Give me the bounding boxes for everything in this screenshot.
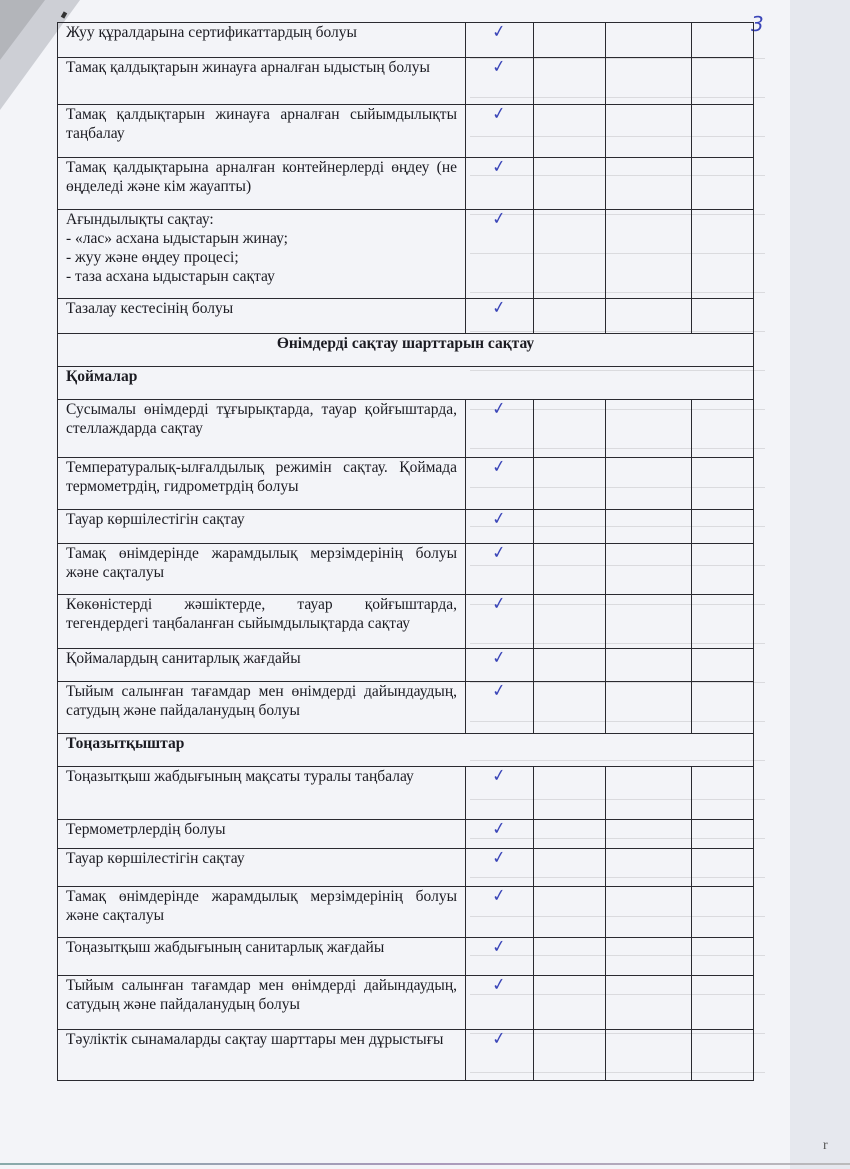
criterion-text: Сусымалы өнімдерді тұғырықтарда, тауар қойғыштарда, стеллаждарда сақтау bbox=[58, 400, 466, 458]
handwritten-check-icon: ✓ bbox=[490, 974, 508, 996]
mark-cell-1[interactable] bbox=[466, 1030, 534, 1081]
mark-cell-4[interactable] bbox=[692, 976, 754, 1030]
mark-cell-4[interactable] bbox=[692, 849, 754, 887]
handwritten-check-icon: ✓ bbox=[490, 680, 508, 702]
checklist-row bbox=[58, 1030, 754, 1081]
handwritten-check-icon: ✓ bbox=[490, 297, 508, 319]
handwritten-check-icon: ✓ bbox=[490, 1028, 508, 1050]
mark-cell-3[interactable] bbox=[606, 23, 692, 58]
mark-cell-2[interactable] bbox=[534, 938, 606, 976]
checklist-row bbox=[58, 849, 754, 887]
mark-cell-4[interactable] bbox=[692, 105, 754, 158]
mark-cell-2[interactable] bbox=[534, 595, 606, 649]
mark-cell-3[interactable] bbox=[606, 595, 692, 649]
mark-cell-4[interactable] bbox=[692, 210, 754, 299]
subsection-title: Қоймалар bbox=[58, 367, 754, 400]
checklist-row bbox=[58, 682, 754, 734]
mark-cell-2[interactable] bbox=[534, 105, 606, 158]
mark-cell-2[interactable] bbox=[534, 23, 606, 58]
mark-cell-3[interactable] bbox=[606, 1030, 692, 1081]
mark-cell-4[interactable] bbox=[692, 649, 754, 682]
mark-cell-1[interactable] bbox=[466, 58, 534, 105]
checklist-row bbox=[58, 595, 754, 649]
criterion-text: Тамақ қалдықтарын жинауға арналған сыйымдылықты таңбалау bbox=[58, 105, 466, 158]
mark-cell-4[interactable] bbox=[692, 938, 754, 976]
page-number: 3 bbox=[751, 12, 764, 36]
mark-cell-3[interactable] bbox=[606, 682, 692, 734]
mark-cell-3[interactable] bbox=[606, 400, 692, 458]
mark-cell-1[interactable] bbox=[466, 849, 534, 887]
mark-cell-2[interactable] bbox=[534, 976, 606, 1030]
checklist-row bbox=[58, 976, 754, 1030]
mark-cell-4[interactable] bbox=[692, 299, 754, 334]
checklist-row bbox=[58, 299, 754, 334]
criterion-text: Тыйым салынған тағамдар мен өнімдерді дайындаудың, сатудың және пайдаланудың болуы bbox=[58, 682, 466, 734]
checklist-row bbox=[58, 649, 754, 682]
mark-cell-2[interactable] bbox=[534, 682, 606, 734]
mark-cell-1[interactable] bbox=[466, 23, 534, 58]
mark-cell-3[interactable] bbox=[606, 210, 692, 299]
mark-cell-3[interactable] bbox=[606, 849, 692, 887]
handwritten-check-icon: ✓ bbox=[490, 936, 508, 958]
mark-cell-1[interactable] bbox=[466, 105, 534, 158]
mark-cell-2[interactable] bbox=[534, 158, 606, 210]
mark-cell-3[interactable] bbox=[606, 299, 692, 334]
handwritten-check-icon: ✓ bbox=[490, 398, 508, 420]
mark-cell-4[interactable] bbox=[692, 510, 754, 544]
mark-cell-1[interactable] bbox=[466, 210, 534, 299]
mark-cell-4[interactable] bbox=[692, 767, 754, 820]
handwritten-check-icon: ✓ bbox=[490, 208, 508, 230]
mark-cell-2[interactable] bbox=[534, 299, 606, 334]
criterion-text: Тоңазытқыш жабдығының санитарлық жағдайы bbox=[58, 938, 466, 976]
corner-mark: r bbox=[823, 1138, 828, 1153]
mark-cell-1[interactable] bbox=[466, 976, 534, 1030]
handwritten-check-icon: ✓ bbox=[490, 818, 508, 840]
criterion-text: Температуралық-ылғалдылық режимін сақтау. Қоймада термометрдің, гидрометрдің болуы bbox=[58, 458, 466, 510]
checklist-row bbox=[58, 887, 754, 938]
mark-cell-4[interactable] bbox=[692, 682, 754, 734]
mark-cell-1[interactable] bbox=[466, 767, 534, 820]
mark-cell-3[interactable] bbox=[606, 158, 692, 210]
mark-cell-1[interactable] bbox=[466, 299, 534, 334]
checklist-row bbox=[58, 938, 754, 976]
mark-cell-2[interactable] bbox=[534, 58, 606, 105]
criterion-text: Тамақ өнімдерінде жарамдылық мерзімдерінің болуы және сақталуы bbox=[58, 544, 466, 595]
handwritten-check-icon: ✓ bbox=[490, 885, 508, 907]
criterion-text: Қоймалардың санитарлық жағдайы bbox=[58, 649, 466, 682]
mark-cell-4[interactable] bbox=[692, 58, 754, 105]
checklist-row bbox=[58, 458, 754, 510]
mark-cell-3[interactable] bbox=[606, 767, 692, 820]
mark-cell-2[interactable] bbox=[534, 887, 606, 938]
handwritten-check-icon: ✓ bbox=[490, 647, 508, 669]
mark-cell-4[interactable] bbox=[692, 400, 754, 458]
criterion-text: Тоңазытқыш жабдығының мақсаты туралы таңбалау bbox=[58, 767, 466, 820]
criterion-text: Тамақ қалдықтарына арналған контейнерлерді өңдеу (не өңделеді және кім жауапты) bbox=[58, 158, 466, 210]
mark-cell-3[interactable] bbox=[606, 976, 692, 1030]
mark-cell-2[interactable] bbox=[534, 820, 606, 849]
checklist-row bbox=[58, 105, 754, 158]
mark-cell-2[interactable] bbox=[534, 649, 606, 682]
mark-cell-1[interactable] bbox=[466, 649, 534, 682]
mark-cell-1[interactable] bbox=[466, 820, 534, 849]
mark-cell-2[interactable] bbox=[534, 510, 606, 544]
mark-cell-1[interactable] bbox=[466, 887, 534, 938]
checklist-row bbox=[58, 210, 754, 299]
criterion-text: Тамақ өнімдерінде жарамдылық мерзімдерінің болуы және сақталуы bbox=[58, 887, 466, 938]
criterion-text: Жуу құралдарына сертификаттардың болуы bbox=[58, 23, 466, 58]
mark-cell-2[interactable] bbox=[534, 458, 606, 510]
mark-cell-1[interactable] bbox=[466, 400, 534, 458]
section-header-row bbox=[58, 334, 754, 367]
criterion-text: Тәуліктік сынамаларды сақтау шарттары мен дұрыстығы bbox=[58, 1030, 466, 1081]
mark-cell-4[interactable] bbox=[692, 458, 754, 510]
folded-corner-shadow bbox=[0, 0, 45, 60]
mark-cell-2[interactable] bbox=[534, 767, 606, 820]
criterion-text: Көкөністерді жәшіктерде, тауар қойғыштарда, тегендердегі таңбаланған сыйымдылықтарда сақтау bbox=[58, 595, 466, 649]
handwritten-check-icon: ✓ bbox=[490, 156, 508, 178]
mark-cell-1[interactable] bbox=[466, 158, 534, 210]
mark-cell-1[interactable] bbox=[466, 510, 534, 544]
handwritten-check-icon: ✓ bbox=[490, 103, 508, 125]
subsection-header-row bbox=[58, 367, 754, 400]
criterion-text: Тыйым салынған тағамдар мен өнімдерді дайындаудың, сатудың және пайдаланудың болуы bbox=[58, 976, 466, 1030]
mark-cell-3[interactable] bbox=[606, 58, 692, 105]
mark-cell-2[interactable] bbox=[534, 400, 606, 458]
section-title: Өнімдерді сақтау шарттарын сақтау bbox=[58, 334, 754, 367]
mark-cell-4[interactable] bbox=[692, 23, 754, 58]
handwritten-check-icon: ✓ bbox=[490, 542, 508, 564]
mark-cell-1[interactable] bbox=[466, 544, 534, 595]
mark-cell-3[interactable] bbox=[606, 649, 692, 682]
mark-cell-3[interactable] bbox=[606, 820, 692, 849]
checklist-body bbox=[58, 23, 754, 1081]
checklist-row bbox=[58, 23, 754, 58]
mark-cell-4[interactable] bbox=[692, 158, 754, 210]
handwritten-check-icon: ✓ bbox=[490, 56, 508, 78]
mark-cell-3[interactable] bbox=[606, 510, 692, 544]
scan-margin bbox=[790, 0, 850, 1169]
mark-cell-2[interactable] bbox=[534, 1030, 606, 1081]
checklist-row bbox=[58, 767, 754, 820]
mark-cell-4[interactable] bbox=[692, 544, 754, 595]
mark-cell-1[interactable] bbox=[466, 682, 534, 734]
checklist-table bbox=[57, 22, 754, 1081]
checklist-row bbox=[58, 400, 754, 458]
mark-cell-1[interactable] bbox=[466, 595, 534, 649]
criterion-text: Тамақ қалдықтарын жинауға арналған ыдыстың болуы bbox=[58, 58, 466, 105]
mark-cell-2[interactable] bbox=[534, 544, 606, 595]
mark-cell-4[interactable] bbox=[692, 820, 754, 849]
criterion-text: Тазалау кестесінің болуы bbox=[58, 299, 466, 334]
criterion-text: Ағындылықты сақтау: - «лас» асхана ыдыстарын жинау; - жуу және өңдеу процесі; - таза асхана ыдыстарын сақтау bbox=[58, 210, 466, 299]
checklist-row bbox=[58, 544, 754, 595]
mark-cell-3[interactable] bbox=[606, 105, 692, 158]
checklist-row bbox=[58, 820, 754, 849]
mark-cell-1[interactable] bbox=[466, 458, 534, 510]
mark-cell-4[interactable] bbox=[692, 1030, 754, 1081]
criterion-text: Термометрлердің болуы bbox=[58, 820, 466, 849]
handwritten-check-icon: ✓ bbox=[490, 508, 508, 530]
mark-cell-3[interactable] bbox=[606, 887, 692, 938]
mark-cell-3[interactable] bbox=[606, 938, 692, 976]
handwritten-check-icon: ✓ bbox=[490, 21, 508, 43]
checklist-row bbox=[58, 158, 754, 210]
mark-cell-2[interactable] bbox=[534, 210, 606, 299]
subsection-title: Тоңазытқыштар bbox=[58, 734, 754, 767]
handwritten-check-icon: ✓ bbox=[490, 593, 508, 615]
handwritten-check-icon: ✓ bbox=[490, 765, 508, 787]
mark-cell-2[interactable] bbox=[534, 849, 606, 887]
mark-cell-4[interactable] bbox=[692, 595, 754, 649]
handwritten-check-icon: ✓ bbox=[490, 456, 508, 478]
criterion-text: Тауар көршілестігін сақтау bbox=[58, 510, 466, 544]
checklist-row bbox=[58, 510, 754, 544]
handwritten-check-icon: ✓ bbox=[490, 847, 508, 869]
scan-edge-line bbox=[0, 1163, 850, 1165]
mark-cell-3[interactable] bbox=[606, 458, 692, 510]
mark-cell-3[interactable] bbox=[606, 544, 692, 595]
mark-cell-1[interactable] bbox=[466, 938, 534, 976]
mark-cell-4[interactable] bbox=[692, 887, 754, 938]
criterion-text: Тауар көршілестігін сақтау bbox=[58, 849, 466, 887]
subsection-header-row bbox=[58, 734, 754, 767]
checklist-row bbox=[58, 58, 754, 105]
